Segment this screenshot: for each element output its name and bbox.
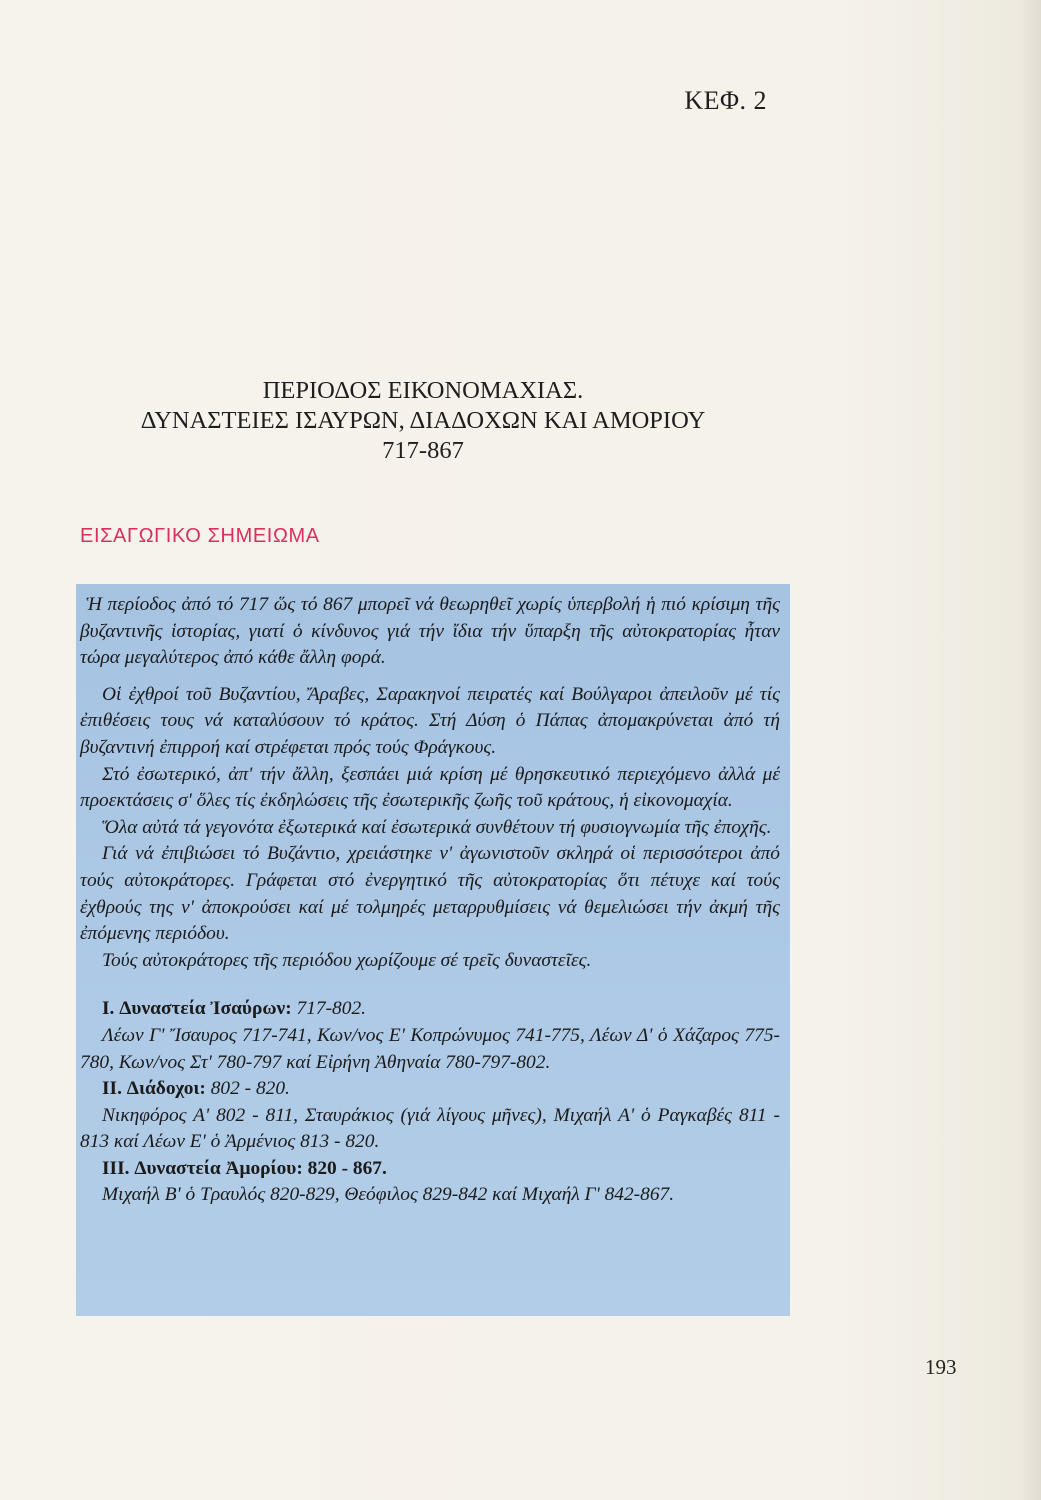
section-heading: ΕΙΣΑΓΩΓΙΚΟ ΣΗΜΕΙΩΜΑ [80, 525, 320, 547]
paragraph-5: Γιά νά ἐπιβιώσει τό Βυζάντιο, χρειάστηκε ν' ἀγωνιστοῦν σκληρά οἱ περισσότεροι ἀπό τούς αὐτοκράτορες. Γράφεται στό ἐνεργητικό τῆς αὐτοκρατορίας ὅτι πέτυχε καί τούς ἐχθρούς της ν' ἀποκρούσει καί μέ τολμηρές μεταρρυθμίσεις νά θεμελιώσει τήν ἀκμή τῆς ἐπόμενης περιόδου. [80, 843, 780, 945]
dynasty-heading-label: II. Διάδοχοι: [102, 1078, 206, 1100]
dynasty-heading-label: I. Δυναστεία Ἰσαύρων: [102, 998, 292, 1020]
dynasty-heading-successors [80, 1076, 780, 1103]
paragraph-1: Ἡ περίοδος ἀπό τό 717 ὥς τό 867 μπορεῖ νά θεωρηθεῖ χωρίς ὑπερβολή ἡ πιό κρίσιμη τῆς βυζαντινῆς ἱστορίας, γιατί ὁ κίνδυνος γιά τήν ἴδια τήν ὕπαρξη τῆς αὐτοκρατορίας ἦταν τώρα μεγαλύτερος ἀπό κάθε ἄλλη φορά. [80, 594, 780, 669]
paragraph-6: Τούς αὐτοκράτορες τῆς περιόδου χωρίζουμε σέ τρεῖς δυναστεῖες. [102, 949, 592, 971]
page-edge-shadow [1019, 0, 1041, 1500]
dynasty-rulers-amorian: Μιχαήλ Β' ὁ Τραυλός 820-829, Θεόφιλος 829-842 καί Μιχαήλ Γ' 842-867. [102, 1184, 675, 1206]
paragraph-2: Οἱ ἐχθροί τοῦ Βυζαντίου, Ἄραβες, Σαρακηνοί πειρατές καί Βούλγαροι ἀπειλοῦν μέ τίς ἐπιθέσεις τους νά καταλύσουν τό κράτος. Στή Δύση ὁ Πάπας ἀπομακρύνεται ἀπό τή βυζαντινή ἐπιρροή καί στρέφεται πρός τούς Φράγκους. [80, 683, 780, 758]
dynasty-heading-amorian [80, 1156, 780, 1183]
title-line-2: ΔΥΝΑΣΤΕΙΕΣ ΙΣΑΥΡΩΝ, ΔΙΑΔΟΧΩΝ ΚΑΙ ΑΜΟΡΙΟΥ [140, 407, 706, 434]
paragraph-3: Στό ἐσωτερικό, ἀπ' τήν ἄλλη, ξεσπάει μιά κρίση μέ θρησκευτικό περιεχόμενο ἀλλά μέ προεκτάσεις σ' ὅλες τίς ἐκδηλώσεις τῆς ἐσωτερικῆς ζωῆς τοῦ κράτους, ἡ εἰκονομαχία. [80, 763, 780, 812]
title-line-3: 717-867 [382, 437, 464, 464]
page-number: 193 [925, 1355, 957, 1379]
dynasty-heading-isaurian [80, 996, 780, 1023]
dynasty-dates: 717-802. [296, 998, 366, 1020]
paragraph-4: Ὅλα αὐτά τά γεγονότα ἐξωτερικά καί ἐσωτερικά συνθέτουν τή φυσιογνωμία τῆς ἐποχῆς. [102, 816, 772, 838]
dynasty-dates: 802 - 820. [210, 1078, 290, 1100]
title-line-1: ΠΕΡΙΟΔΟΣ ΕΙΚΟΝΟΜΑΧΙΑΣ. [262, 377, 584, 404]
dynasty-rulers-successors: Νικηφόρος Α' 802 - 811, Σταυράκιος (γιά λίγους μῆνες), Μιχαήλ Α' ὁ Ραγκαβές 811 - 813 καί Λέων Ε' ὁ Ἀρμένιος 813 - 820. [80, 1104, 780, 1153]
dynasty-rulers-isaurian: Λέων Γ' Ἴσαυρος 717-741, Κων/νος Ε' Κοπρώνυμος 741-775, Λέων Δ' ὁ Χάζαρος 775-780, Κων/νος Στ' 780-797 καί Εἰρήνη Ἀθηναία 780-797-802. [80, 1024, 780, 1073]
chapter-label: ΚΕΦ. 2 [684, 86, 767, 115]
dynasty-heading-label: III. Δυναστεία Ἀμορίου: 820 - 867. [102, 1157, 387, 1179]
chapter-title [78, 376, 768, 466]
introductory-note [80, 592, 780, 1209]
